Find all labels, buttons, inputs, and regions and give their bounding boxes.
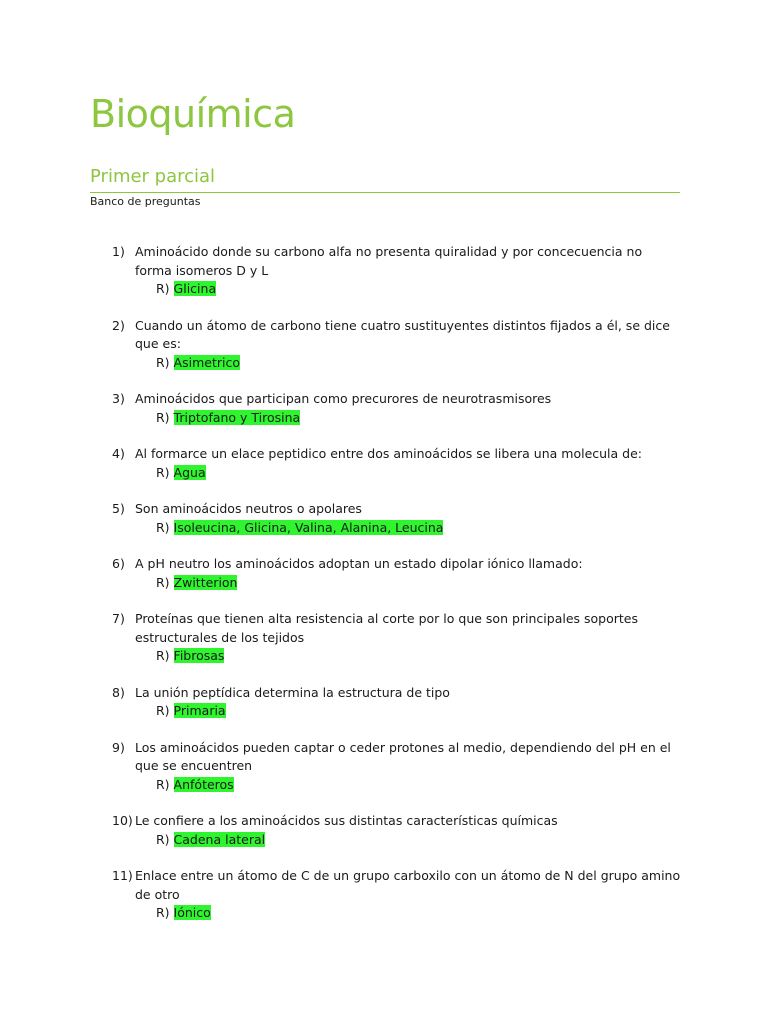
highlighted-answer: Zwitterion (173, 574, 238, 590)
answer-prefix: R) (156, 354, 170, 370)
question-number: 4) (112, 446, 125, 461)
highlighted-answer: Agua (173, 464, 206, 480)
answer-prefix: R) (156, 703, 170, 718)
question-item (112, 610, 682, 666)
question-text: Cuando un átomo de carbono tiene cuatro sustituyentes distintos fijados a él, se dice que es: (135, 317, 670, 351)
document-caption: Banco de preguntas (90, 195, 201, 208)
answer-line (135, 904, 682, 923)
question-text: Aminoácido donde su carbono alfa no presenta quiralidad y por concecuencia no forma isomeros D y L (135, 244, 643, 278)
question-number: 8) (112, 684, 125, 700)
answer-prefix: R) (156, 409, 170, 425)
answer-line (135, 354, 682, 373)
question-item (112, 867, 682, 923)
highlighted-answer: Anfóteros (173, 776, 234, 792)
question-item (112, 500, 682, 537)
highlighted-answer: Primaria (173, 703, 226, 718)
answer-prefix: R) (156, 648, 170, 663)
highlighted-answer: Asimetrico (173, 354, 240, 370)
question-item (112, 739, 682, 795)
question-item (112, 684, 682, 721)
highlighted-answer: Cadena lateral (173, 831, 266, 847)
answer-prefix: R) (156, 281, 170, 296)
question-text: Al formarce un elace peptidico entre dos aminoácidos se libera una molecula de: (135, 446, 643, 461)
question-item (112, 243, 682, 299)
question-number: 7) (112, 611, 125, 626)
answer-line (135, 519, 682, 538)
answer-prefix: R) (156, 831, 170, 847)
question-item (112, 812, 682, 849)
answer-prefix: R) (156, 574, 170, 590)
question-text: Proteínas que tienen alta resistencia al corte por lo que son principales soportes estructurales de los tejidos (135, 611, 639, 645)
answer-line (135, 409, 682, 428)
highlighted-answer: Isoleucina, Glicina, Valina, Alanina, Leucina (173, 519, 444, 535)
answer-line (135, 831, 682, 850)
question-text: Le confiere a los aminoácidos sus distintas características químicas (135, 813, 558, 828)
highlighted-answer: Fibrosas (173, 648, 225, 663)
question-item (112, 390, 682, 427)
answer-prefix: R) (156, 776, 170, 792)
highlighted-answer: Triptofano y Tirosina (173, 409, 301, 425)
question-text: Son aminoácidos neutros o apolares (135, 501, 362, 516)
highlighted-answer: Glicina (173, 281, 217, 296)
answer-line (135, 280, 682, 299)
answer-line (135, 464, 682, 483)
question-text: Enlace entre un átomo de C de un grupo carboxilo con un átomo de N del grupo amino de otro (135, 868, 681, 902)
answer-line (135, 647, 682, 666)
question-number: 9) (112, 739, 125, 755)
answer-line (135, 574, 682, 593)
question-text: A pH neutro los aminoácidos adoptan un estado dipolar iónico llamado: (135, 556, 583, 571)
document-subtitle: Primer parcial (90, 166, 216, 187)
question-number: 2) (112, 317, 125, 333)
question-text: Los aminoácidos pueden captar o ceder protones al medio, dependiendo del pH en el que se encuentren (135, 739, 671, 773)
subtitle-divider (90, 192, 680, 193)
answer-line (135, 776, 682, 795)
question-number: 5) (112, 501, 125, 516)
question-text: Aminoácidos que participan como precurores de neurotrasmisores (135, 391, 552, 406)
document-title: Bioquímica (90, 92, 296, 136)
answer-prefix: R) (156, 464, 170, 480)
question-list (112, 243, 682, 941)
question-number: 6) (112, 556, 125, 571)
question-item (112, 317, 682, 373)
answer-line (135, 702, 682, 721)
question-number: 3) (112, 391, 125, 406)
question-number: 11) (112, 868, 133, 883)
answer-prefix: R) (156, 905, 170, 920)
question-number: 1) (112, 244, 125, 259)
question-number: 10) (112, 813, 133, 828)
question-text: La unión peptídica determina la estructura de tipo (135, 684, 450, 700)
question-item (112, 445, 682, 482)
highlighted-answer: Iónico (173, 905, 211, 920)
answer-prefix: R) (156, 519, 170, 535)
question-item (112, 555, 682, 592)
